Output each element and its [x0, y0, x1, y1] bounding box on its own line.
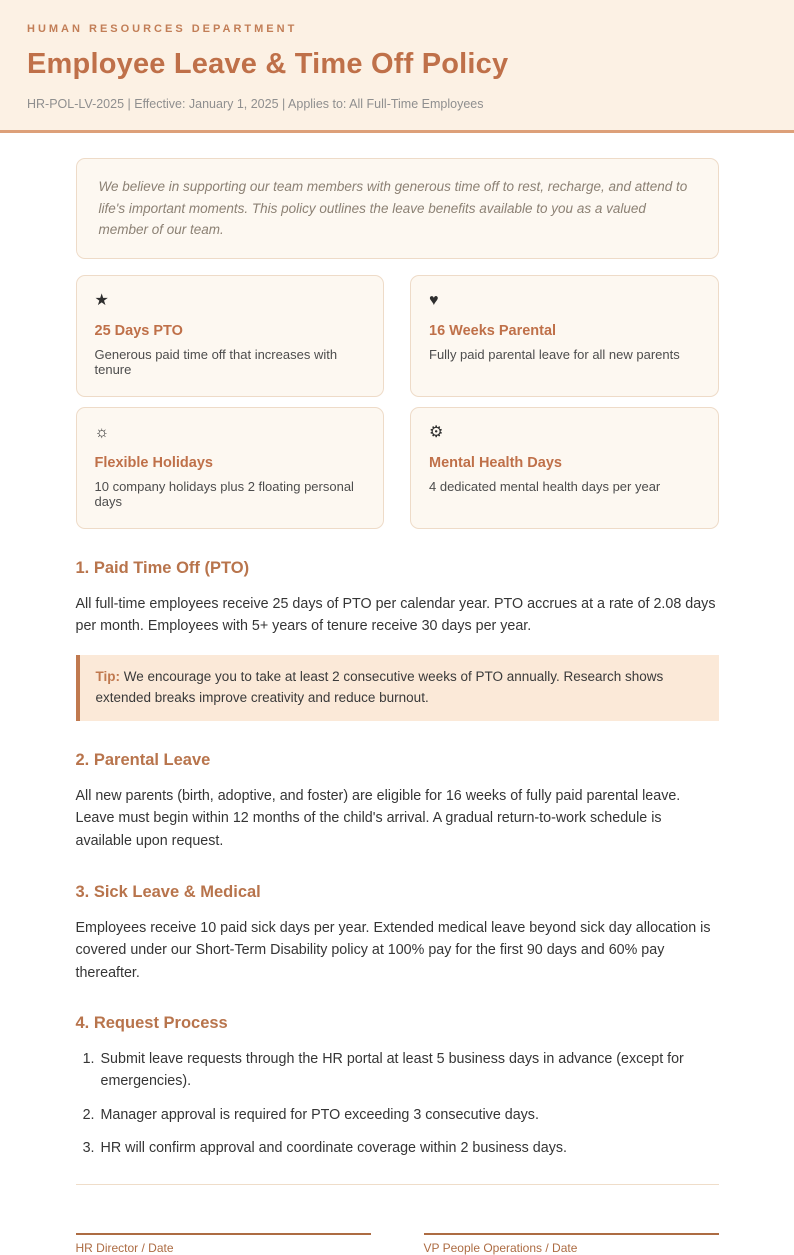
benefit-card-mental-health [410, 407, 719, 529]
section-sick-leave [76, 883, 719, 985]
signature-area [76, 1233, 719, 1255]
section-body: All new parents (birth, adoptive, and foster) are eligible for 16 weeks of fully paid parental leave. Leave must begin within 12 months of the child's arrival. A gradual return-to-work schedule is available upon request. [75, 787, 681, 849]
sun-icon: ☼ [94, 423, 110, 441]
list-item: 3. HR will confirm approval and coordinate coverage within 2 business days. [99, 1137, 719, 1159]
benefit-card-description: 10 company holidays plus 2 floating personal days [94, 478, 354, 509]
section-request-process [76, 1014, 719, 1159]
signature-block-vp-people-ops [424, 1233, 719, 1255]
list-item: 2. Manager approval is required for PTO exceeding 3 consecutive days. [99, 1104, 719, 1126]
policy-body [76, 158, 719, 1255]
intro-quote-box [76, 158, 719, 259]
benefit-card-description: Fully paid parental leave for all new parents [429, 346, 680, 362]
signature-block-hr-director [76, 1233, 371, 1255]
list-item: 1. Submit leave requests through the HR portal at least 5 business days in advance (except for emergencies). [99, 1048, 719, 1092]
page-title: Employee Leave & Time Off Policy [27, 48, 509, 80]
department-eyebrow: HUMAN RESOURCES DEPARTMENT [27, 23, 298, 35]
footer-divider [76, 1184, 719, 1185]
heart-icon: ♥ [429, 291, 439, 309]
section-body: All full-time employees receive 25 days of PTO per calendar year. PTO accrues at a rate of 2.08 days per month. Employees with 5+ years of tenure receive 30 days per year. [75, 595, 716, 635]
document-header [0, 0, 794, 133]
section-parental-leave [76, 751, 719, 853]
benefit-card-parental [410, 275, 719, 397]
star-icon: ★ [94, 291, 109, 309]
request-process-list [76, 1048, 719, 1159]
signature-label: HR Director / Date [75, 1240, 174, 1255]
section-heading: 3. Sick Leave & Medical [75, 882, 261, 901]
section-body: Employees receive 10 paid sick days per year. Extended medical leave beyond sick day allocation is covered under our Short-Term Disability policy at 100% pay for the first 90 days and 60% pay thereafter. [75, 919, 711, 981]
tip-callout [76, 655, 719, 721]
signature-line [76, 1233, 371, 1235]
section-heading: 2. Parental Leave [75, 750, 211, 769]
gear-icon: ⚙ [429, 423, 444, 441]
benefit-card-holidays [76, 407, 385, 529]
tip-label: Tip: [95, 668, 120, 684]
section-heading: 1. Paid Time Off (PTO) [75, 558, 250, 577]
signature-label: VP People Operations / Date [423, 1240, 578, 1255]
section-heading: 4. Request Process [75, 1014, 228, 1033]
benefit-card-title: Mental Health Days [429, 454, 562, 471]
benefit-card-pto [76, 275, 385, 397]
intro-text: We believe in supporting our team members with generous time off to rest, recharge, and attend to life's important moments. This policy outlines the leave benefits available to you as a valued member of our team. [98, 179, 688, 238]
signature-line [424, 1233, 719, 1235]
benefit-card-title: Flexible Holidays [94, 454, 213, 471]
benefit-card-description: 4 dedicated mental health days per year [429, 478, 661, 494]
benefit-card-title: 16 Weeks Parental [429, 322, 557, 339]
benefit-card-title: 25 Days PTO [94, 322, 183, 339]
benefit-cards-grid [76, 275, 719, 529]
benefit-card-description: Generous paid time off that increases with tenure [94, 346, 338, 377]
tip-text: We encourage you to take at least 2 consecutive weeks of PTO annually. Research shows extended breaks improve creativity and reduce burnout. [95, 668, 664, 705]
policy-meta: HR-POL-LV-2025 | Effective: January 1, 2025 | Applies to: All Full-Time Employees [27, 97, 484, 111]
section-pto [76, 559, 719, 721]
